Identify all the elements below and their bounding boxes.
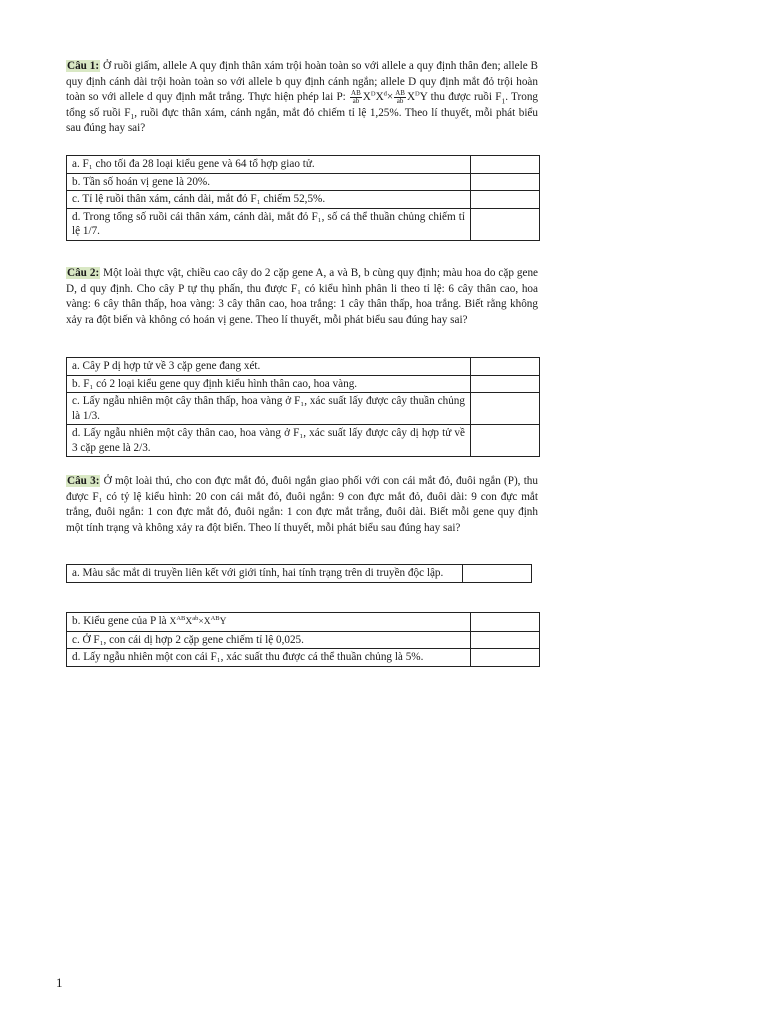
statement-text: d. Lấy ngẫu nhiên một con cái F₁, xác suất thu được cá thể thuần chủng là 5%. (67, 649, 471, 667)
answer-cell[interactable] (471, 156, 540, 174)
table-row (67, 425, 540, 457)
answer-cell[interactable] (471, 425, 540, 457)
statement-text: b. Tần số hoán vị gene là 20%. (67, 173, 471, 191)
answer-cell[interactable] (471, 613, 540, 632)
statement-text: a. Cây P dị hợp tử về 3 cặp gene đang xét. (67, 358, 471, 376)
statement-text: d. Trong tổng số ruồi cái thân xám, cánh dài, mắt đỏ F₁, số cá thể thuần chủng chiếm tỉ lệ 1/7. (67, 208, 471, 240)
table-row (67, 208, 540, 240)
question-2-label: Câu 2: (67, 267, 100, 279)
table-row (67, 565, 532, 583)
table-row (67, 173, 540, 191)
question-3-text: Câu 3: Ở một loài thú, cho con đực mắt đỏ, đuôi ngắn giao phối với con cái mắt đỏ, đuôi ngắn (P), thu được F₁ có tỷ lệ kiểu hình: 20 con cái mắt đỏ, đuôi ngắn: 9 con đực mắt đỏ, đuôi dài: 9 con đực mắt trắng, đuôi ngắn: 1 con đực mắt đỏ, đuôi ngắn: 1 con đực mắt trắng, đuôi dài. Biết mỗi gene quy định một tính trạng và không xảy ra đột biến. Theo lí thuyết, mỗi phát biểu sau đúng hay sai? (66, 475, 538, 534)
answer-cell[interactable] (471, 393, 540, 425)
table-row (67, 156, 540, 174)
question-3-statements-table (66, 612, 540, 667)
table-row (67, 649, 540, 667)
genotype-fraction-1: $\frac{AB}{ab}$ (351, 89, 361, 105)
statement-text: d. Lấy ngẫu nhiên một cây thân cao, hoa vàng ở F₁, xác suất lấy được cây dị hợp tử về 3 cặp gene là 2/3. (67, 425, 471, 457)
table-row (67, 631, 540, 649)
statement-text: c. Lấy ngẫu nhiên một cây thân thấp, hoa vàng ở F₁, xác suất lấy được cây thuần chủng là 1/3. (67, 393, 471, 425)
statement-text: a. Màu sắc mắt di truyền liên kết với giới tính, hai tính trạng trên di truyền độc lập. (67, 565, 463, 583)
answer-cell[interactable] (471, 191, 540, 209)
question-1-label: Câu 1: (67, 60, 100, 72)
answer-cell[interactable] (471, 173, 540, 191)
answer-cell[interactable] (471, 649, 540, 667)
table-row (67, 191, 540, 209)
answer-cell[interactable] (471, 208, 540, 240)
statement-text: b. Kiểu gene của P là $X^{AB}X^{ab}\times X^{AB}Y$ (67, 613, 471, 632)
page-number: 1 (56, 975, 63, 990)
table-row (67, 613, 540, 632)
statement-text: b. F₁ có 2 loại kiểu gene quy định kiểu hình thân cao, hoa vàng. (67, 375, 471, 393)
question-3-statement-a-table (66, 564, 532, 583)
question-2-text: Câu 2: Một loài thực vật, chiều cao cây do 2 cặp gene A, a và B, b cùng quy định; màu hoa do cặp gene D, d quy định. Cho cây P tự thụ phấn, thu được F₁ có kiểu hình phân li theo tỉ lệ: 6 cây thân cao, hoa vàng: 6 cây thân thấp, hoa vàng: 3 cây thân cao, hoa trắng: 1 cây thân thấp, hoa trắng. Biết rằng không xảy ra đột biến và không có hoán vị gene. Theo lí thuyết, mỗi phát biểu sau đúng hay sai? (66, 267, 539, 326)
table-row (67, 375, 540, 393)
statement-text: c. Ở F₁, con cái dị hợp 2 cặp gene chiếm tỉ lệ 0,025. (67, 631, 471, 649)
statement-text: c. Tỉ lệ ruồi thân xám, cánh dài, mắt đỏ F₁ chiếm 52,5%. (67, 191, 471, 209)
answer-cell[interactable] (463, 565, 532, 583)
statement-text: a. F₁ cho tối đa 28 loại kiểu gene và 64 tổ hợp giao tử. (67, 156, 471, 174)
genotype-fraction-2: $\frac{AB}{ab}$ (395, 89, 405, 105)
table-row (67, 358, 540, 376)
question-2-statements-table (66, 357, 540, 457)
question-3-label: Câu 3: (67, 475, 100, 487)
question-1-text: Câu 1: Ở ruồi giấm, allele A quy định thân xám trội hoàn toàn so với allele a quy định thân đen; allele B quy định cánh dài trội hoàn toàn so với allele b quy định cánh ngắn; allele D quy định mắt đỏ trội hoàn toàn so với allele d quy định mắt trắng. Thực hiện phép lai P: $\frac{AB}{ab}$ $X^DX^d\times$ $\frac{AB}{ab}$ $X^DY$ thu được ruồi $F_1$. Trong tổng số ruồi $F_1$, ruồi đực thân xám, cánh ngắn, mắt đỏ chiếm tỉ lệ 1,25%. Theo lí thuyết, mỗi phát biểu sau đúng hay sai? (66, 60, 539, 135)
answer-cell[interactable] (471, 375, 540, 393)
answer-cell[interactable] (471, 358, 540, 376)
answer-cell[interactable] (471, 631, 540, 649)
table-row (67, 393, 540, 425)
question-1-statements-table (66, 155, 540, 241)
